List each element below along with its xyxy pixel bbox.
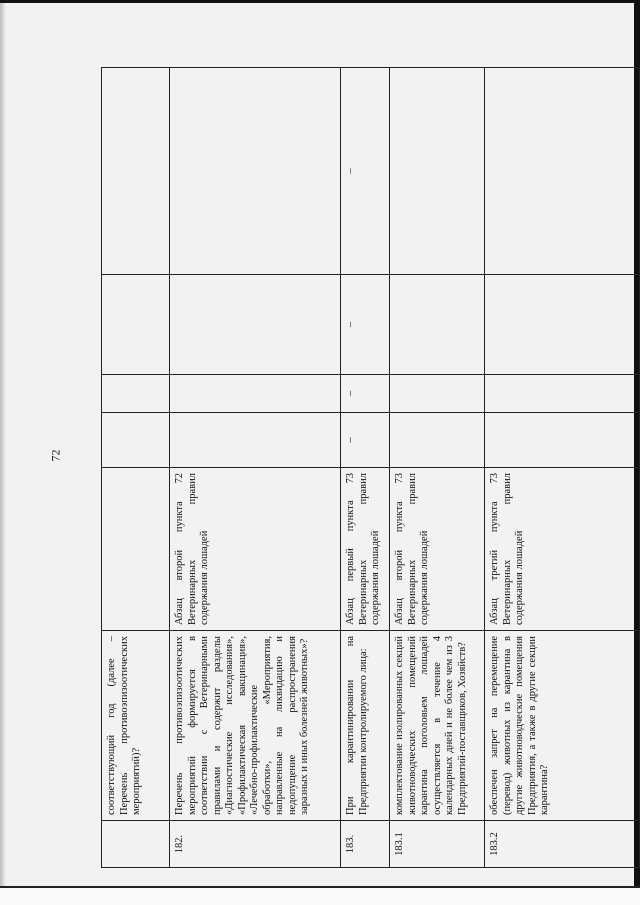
requirement-text: Перечень противоэпизоотических мероприятий формируется в соответствии с Ветеринарными правилами и содержит разделы «Диагностические исследования», «Профилактическая вакцинация», «Лечебно-профилактические обработки», «Мероприятия, направленные на ликвидацию и недопущение распространения заразных и иных болезней животных»? — [170, 631, 341, 821]
row-number — [102, 821, 170, 868]
row-number: 183. — [341, 821, 390, 868]
answer-no-cell — [390, 375, 485, 413]
answer-no-cell: – — [341, 375, 390, 413]
answer-no-cell — [102, 375, 170, 413]
answer-yes-cell: – — [341, 413, 390, 468]
table-row — [102, 68, 170, 868]
not-applicable-cell — [170, 275, 341, 375]
answer-no-cell — [170, 375, 341, 413]
row-number: 183.1 — [390, 821, 485, 868]
row-number: 183.2 — [485, 821, 640, 868]
requirement-text: При карантинировании на Предприятии контролируемого лица: — [341, 631, 390, 821]
requirement-text: обеспечен запрет на перемещение (перевод) животных из карантина в другие животноводческие помещения Предприятия, а также в другие секции карантина? — [485, 631, 640, 821]
answer-yes-cell — [170, 413, 341, 468]
requirement-text: комплектование изолированных секций животноводческих помещений карантина поголовьем лошадей осуществляется в течение 4 календарных дней и не более чем из 3 Предприятий-поставщиков, Хозяйств? — [390, 631, 485, 821]
legal-reference: Абзац первый пункта 73 Ветеринарных правил содержания лошадей — [341, 468, 390, 631]
not-applicable-cell — [390, 275, 485, 375]
legal-reference — [102, 468, 170, 631]
requirements-table — [101, 67, 640, 868]
scan-margin-bottom — [0, 888, 640, 905]
not-applicable-cell — [102, 275, 170, 375]
legal-reference: Абзац второй пункта 72 Ветеринарных правил содержания лошадей — [170, 468, 341, 631]
table-row — [390, 68, 485, 868]
answer-no-cell — [485, 375, 640, 413]
scan-shadow — [0, 0, 6, 905]
table-row — [485, 68, 640, 868]
answer-yes-cell — [390, 413, 485, 468]
notes-cell — [102, 68, 170, 275]
table-row — [341, 68, 390, 868]
answer-yes-cell — [485, 413, 640, 468]
legal-reference: Абзац третий пункта 73 Ветеринарных правил содержания лошадей — [485, 468, 640, 631]
row-number: 182. — [170, 821, 341, 868]
not-applicable-cell: – — [341, 275, 390, 375]
legal-reference: Абзац второй пункта 73 Ветеринарных правил содержания лошадей — [390, 468, 485, 631]
notes-cell: – — [341, 68, 390, 275]
requirement-text: соответствующий год (далее – Перечень противоэпизоотических мероприятий)? — [102, 631, 170, 821]
table-row — [170, 68, 341, 868]
document-frame — [101, 68, 639, 868]
notes-cell — [170, 68, 341, 275]
scan-border-top — [0, 0, 640, 3]
page-number: 72 — [48, 449, 63, 462]
answer-yes-cell — [102, 413, 170, 468]
notes-cell — [485, 68, 640, 275]
not-applicable-cell — [485, 275, 640, 375]
notes-cell — [390, 68, 485, 275]
